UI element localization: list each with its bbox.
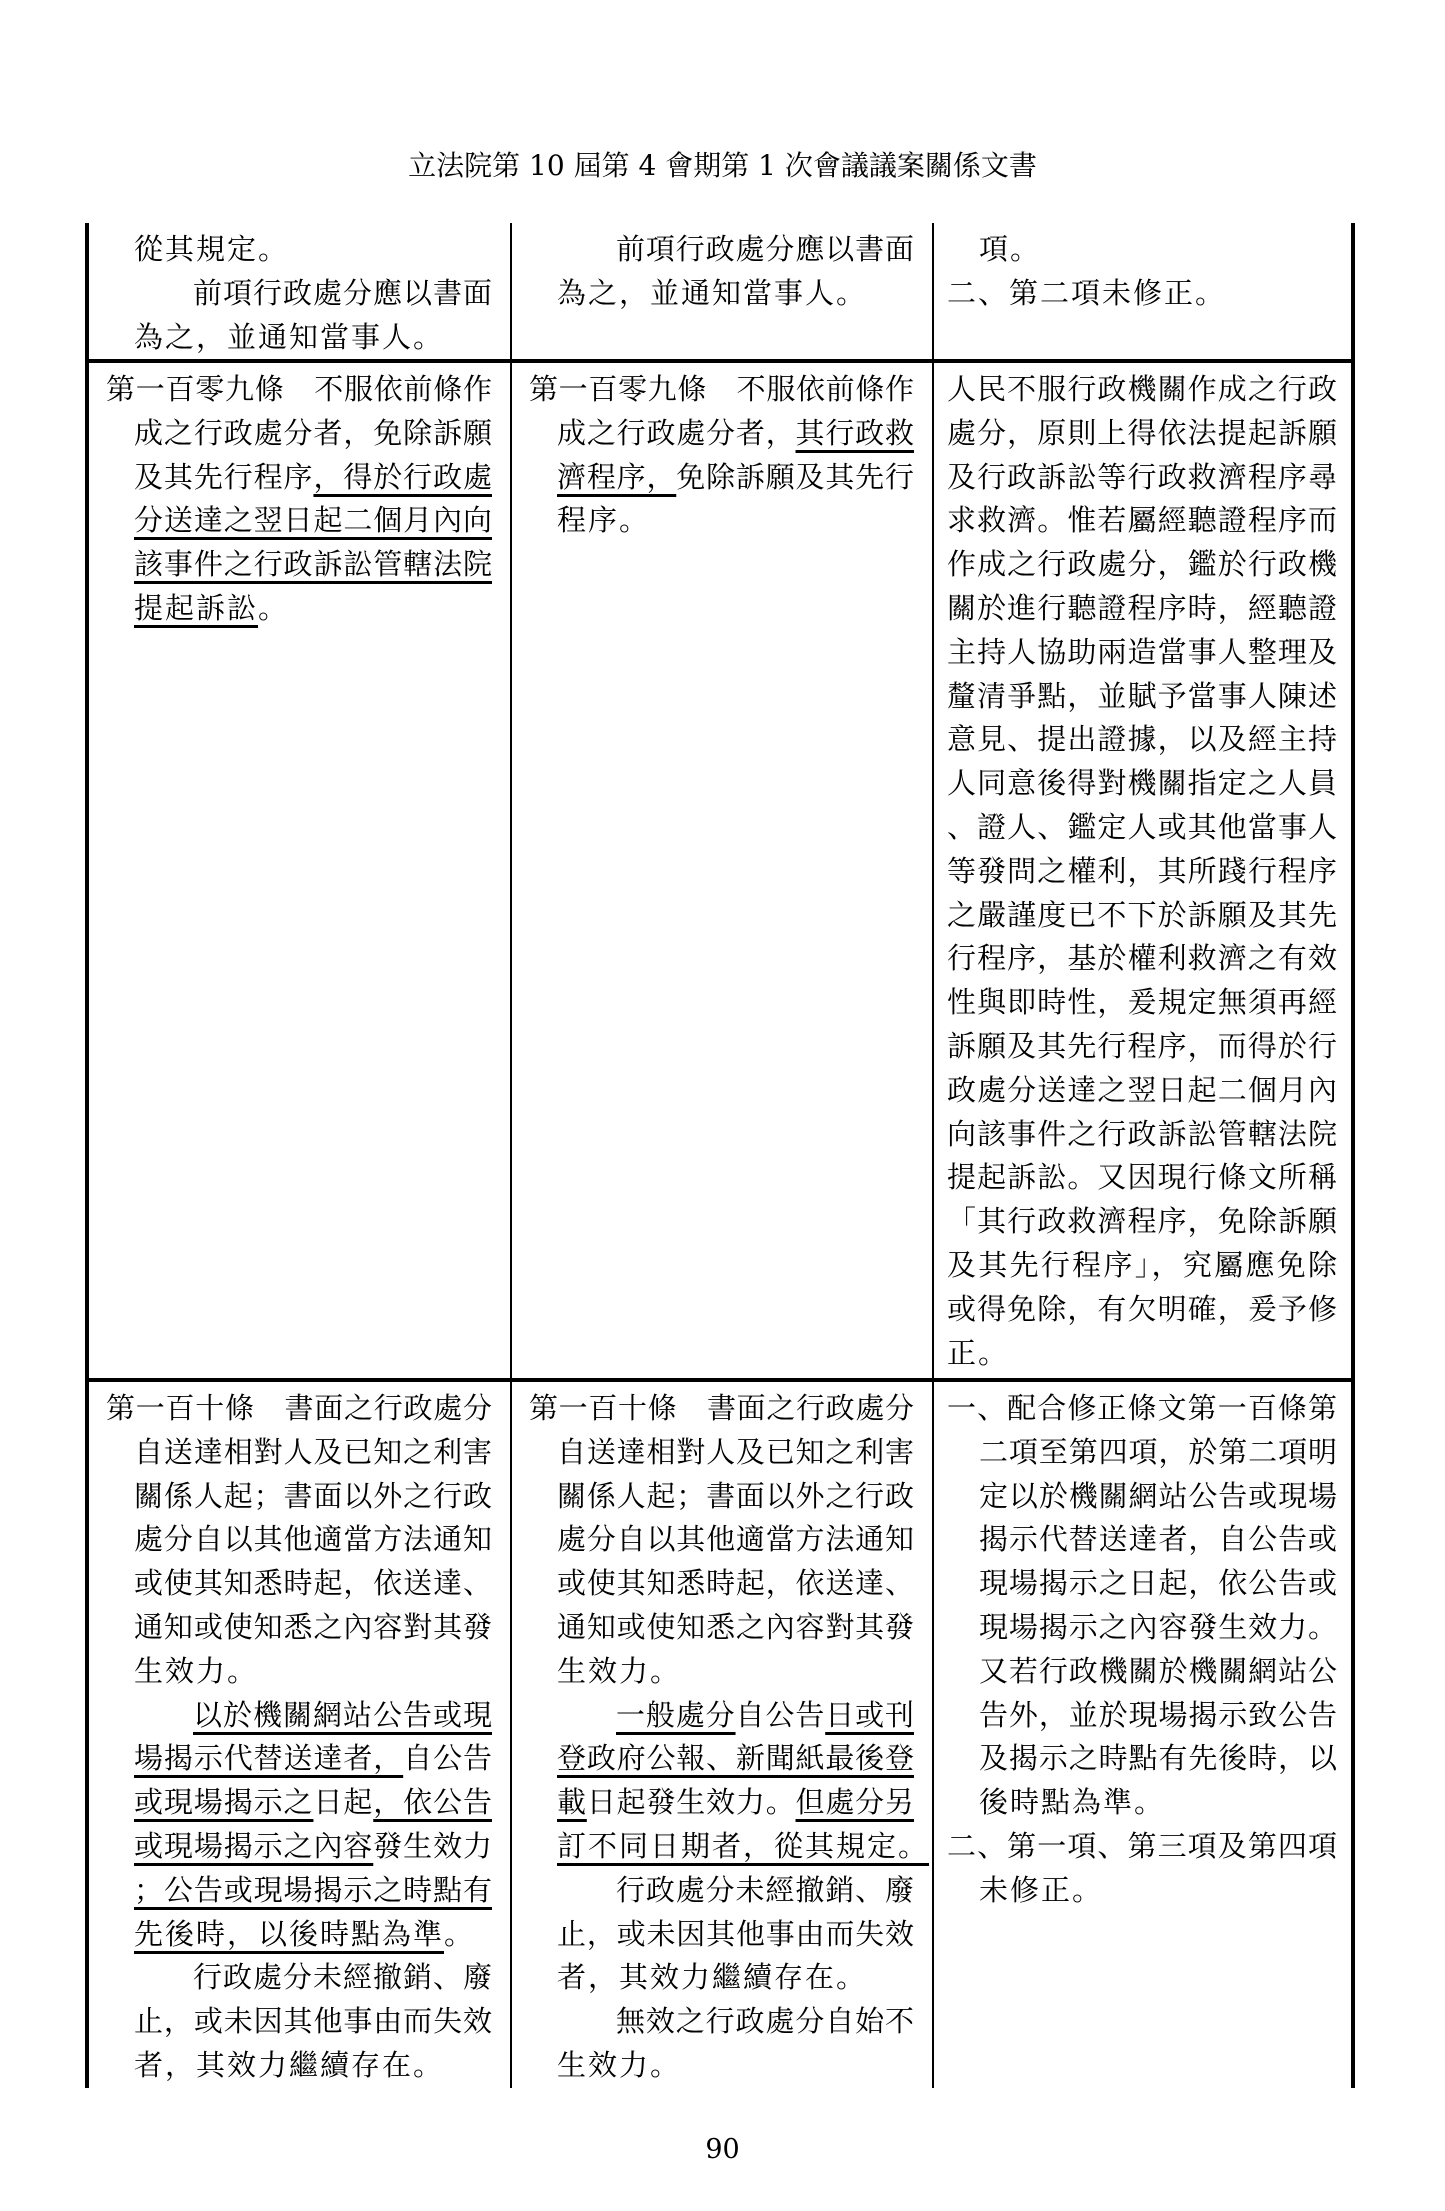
text-segment: 自送達相對人及已知之利害	[557, 1434, 914, 1469]
text-line	[947, 1606, 1337, 1650]
text-segment: 性與即時性，爰規定無須再經	[947, 985, 1337, 1020]
text-segment: 現場揭示之內容發生效力。	[979, 1609, 1337, 1644]
text-segment: 、證人、鑑定人或其他當事人	[947, 809, 1337, 844]
text-segment: 第一百十條 書面之行政處分	[106, 1391, 492, 1425]
text-line	[529, 272, 914, 316]
text-segment: 前項行政處分應以書面	[616, 232, 914, 266]
text-line	[947, 1694, 1337, 1738]
text-line	[106, 272, 492, 316]
text-line	[106, 1650, 492, 1694]
text-segment: 或得免除，有欠明確，爰予修	[947, 1291, 1337, 1326]
text-line	[947, 228, 1337, 272]
text-line	[947, 272, 1337, 316]
text-segment: 二、第一項、第三項及第四項	[947, 1828, 1337, 1863]
text-line	[106, 1781, 492, 1825]
text-segment: 揭示代替送達者，自公告或	[979, 1522, 1337, 1557]
amended-underlined-text: 分送達之翌日起二個月內向	[134, 503, 492, 538]
text-segment: 。	[444, 1916, 476, 1951]
text-segment: 政處分送達之翌日起二個月內	[947, 1072, 1337, 1107]
text-line	[529, 1869, 914, 1913]
text-line	[106, 1562, 492, 1606]
text-line	[947, 368, 1337, 412]
page-number: 90	[705, 2134, 740, 2165]
text-segment: 自送達相對人及已知之利害	[134, 1434, 492, 1469]
text-segment: 或使其知悉時起，依送達、	[134, 1566, 492, 1601]
text-segment: 處分自以其他適當方法通知	[557, 1522, 914, 1557]
text-line	[529, 1825, 930, 1869]
amended-underlined-text: ，依公告	[373, 1785, 492, 1820]
text-segment: 前項行政處分應以書面	[193, 275, 492, 310]
text-segment: 求救濟。惟若屬經聽證程序而	[947, 503, 1337, 538]
text-line	[947, 1244, 1337, 1288]
text-segment: 向該事件之行政訴訟管轄法院	[947, 1116, 1337, 1151]
text-line	[529, 2000, 914, 2044]
text-segment: 及其先行程序	[134, 459, 314, 494]
text-segment: 關係人起；書面以外之行政	[557, 1478, 914, 1513]
text-segment: 「其行政救濟程序，免除訴願	[947, 1204, 1337, 1239]
text-line	[529, 1694, 914, 1738]
text-segment: 通知或使知悉之內容對其發	[557, 1609, 914, 1644]
text-segment: 現場揭示之日起，依公告或	[979, 1566, 1337, 1601]
text-segment: 者，其效力繼續存在。	[134, 2047, 445, 2082]
text-line	[947, 631, 1337, 675]
text-line	[529, 1737, 914, 1781]
text-segment: 為之，並通知當事人。	[557, 275, 868, 310]
text-line	[529, 1475, 914, 1519]
document-header-title: 立法院第 10 屆第 4 會期第 1 次會議議案關係文書	[408, 149, 1037, 182]
text-segment: 告外，並於現場揭示致公告	[979, 1697, 1337, 1732]
text-segment: 釐清爭點，並賦予當事人陳述	[947, 678, 1337, 713]
text-segment: 自公告	[403, 1741, 492, 1776]
text-line	[947, 806, 1337, 850]
text-segment: 一、配合修正條文第一百條第	[947, 1391, 1337, 1425]
text-line	[106, 1475, 492, 1519]
text-line	[529, 499, 914, 543]
text-line	[529, 228, 914, 272]
text-line	[106, 1387, 492, 1431]
text-line	[529, 368, 914, 412]
text-segment: 成之行政處分者，	[557, 415, 796, 450]
text-line	[106, 412, 492, 456]
text-line	[947, 1825, 1337, 1869]
amended-underlined-text: 日或刊	[825, 1697, 914, 1732]
text-segment: 及其先行程序」，究屬應免除	[947, 1247, 1337, 1282]
text-line	[106, 1431, 492, 1475]
amended-underlined-text: 但處分另	[795, 1785, 914, 1820]
amended-underlined-text: 濟程序，	[557, 459, 677, 494]
text-line	[947, 543, 1337, 587]
text-segment: 第一百零九條 不服依前條作	[106, 372, 492, 406]
text-segment: 後時點為準。	[979, 1785, 1166, 1820]
amended-underlined-text: 以於機關網站公告或現	[193, 1697, 492, 1732]
text-line	[106, 499, 492, 543]
text-line	[947, 1332, 1337, 1376]
amended-underlined-text: 訂不同日期者，從其規定。	[557, 1828, 930, 1863]
text-segment: 又若行政機關於機關網站公	[979, 1653, 1337, 1688]
amended-underlined-text: 載	[557, 1785, 587, 1820]
text-line	[529, 1387, 914, 1431]
text-segment: 人民不服行政機關作成之行政	[947, 372, 1337, 406]
text-line	[529, 1650, 914, 1694]
cell-current-text	[512, 223, 932, 359]
amended-underlined-text: 或現場揭示之	[134, 1785, 314, 1820]
text-segment: 從其規定。	[134, 232, 290, 266]
cell-amended-text	[89, 223, 510, 359]
text-line	[947, 1518, 1337, 1562]
text-segment: 及行政訴訟等行政救濟程序尋	[947, 459, 1337, 494]
text-line	[947, 894, 1337, 938]
text-segment: 成之行政處分者，免除訴願	[134, 415, 492, 450]
text-line	[947, 1562, 1337, 1606]
text-line	[106, 1956, 492, 2000]
text-segment: 關係人起；書面以外之行政	[134, 1478, 492, 1513]
cell-explanation	[934, 223, 1355, 359]
text-line	[529, 412, 914, 456]
text-line	[947, 1387, 1337, 1431]
text-segment: 意見、提出證據，以及經主持	[947, 722, 1337, 757]
cell-amended-text	[89, 363, 510, 1378]
text-segment: 。	[258, 590, 290, 625]
text-segment: 第一百十條 書面之行政處分	[529, 1391, 914, 1425]
text-line	[947, 1737, 1337, 1781]
text-segment: 生效力。	[557, 2047, 682, 2082]
text-segment: 作成之行政處分，鑑於行政機	[947, 547, 1337, 582]
text-line	[106, 2000, 492, 2044]
text-segment: 二、第二項未修正。	[947, 275, 1227, 310]
text-segment: 行政處分未經撤銷、廢	[193, 1960, 492, 1995]
text-line	[106, 368, 492, 412]
text-line	[106, 1606, 492, 1650]
text-line	[947, 456, 1337, 500]
amended-underlined-text: 其行政救	[795, 415, 914, 450]
text-line	[947, 1025, 1337, 1069]
text-segment: 止，或未因其他事由而失效	[557, 1916, 914, 1951]
cell-amended-text	[89, 1382, 510, 2088]
text-segment: 未修正。	[979, 1872, 1104, 1907]
text-line	[947, 762, 1337, 806]
text-segment: 及揭示之時點有先後時，以	[979, 1741, 1337, 1776]
text-segment: 二項至第四項，於第二項明	[979, 1434, 1337, 1469]
text-segment: 為之，並通知當事人。	[134, 319, 445, 354]
text-line	[106, 587, 492, 631]
text-line	[529, 1781, 914, 1825]
text-segment: 行政處分未經撤銷、廢	[616, 1872, 914, 1907]
text-segment: 項。	[979, 232, 1042, 266]
text-line	[947, 1069, 1337, 1113]
text-segment: 提起訴訟。又因現行條文所稱	[947, 1160, 1337, 1195]
text-line	[106, 456, 492, 500]
text-segment: 第一百零九條 不服依前條作	[529, 372, 914, 406]
text-line	[947, 981, 1337, 1025]
text-segment: 者，其效力繼續存在。	[557, 1960, 868, 1995]
text-line	[947, 1475, 1337, 1519]
text-line	[529, 1956, 914, 2000]
comparison-table	[85, 223, 1355, 2088]
amended-underlined-text: 提起訴訟	[134, 590, 259, 625]
amended-underlined-text: ，得於行政處	[313, 459, 492, 494]
text-segment: 處分，原則上得依法提起訴願	[947, 415, 1337, 450]
text-segment: 關於進行聽證程序時，經聽證	[947, 590, 1337, 625]
amended-underlined-text: 或現場揭示之內容	[134, 1828, 374, 1863]
text-line	[529, 1562, 914, 1606]
text-line	[106, 1913, 492, 1957]
text-line	[947, 1156, 1337, 1200]
text-line	[529, 1913, 914, 1957]
text-line	[947, 412, 1337, 456]
text-segment: 止，或未因其他事由而失效	[134, 2004, 492, 2039]
text-segment: 發生效力	[373, 1828, 492, 1863]
amended-underlined-text: 登政府公報、新聞紙最後登	[557, 1741, 914, 1776]
text-segment: 自公告	[735, 1697, 826, 1732]
text-line	[106, 2044, 492, 2088]
text-line	[106, 1694, 492, 1738]
text-segment: 日起	[313, 1785, 374, 1820]
text-segment: 主持人協助兩造當事人整理及	[947, 634, 1337, 669]
text-line	[947, 499, 1337, 543]
text-segment: 或使其知悉時起，依送達、	[557, 1566, 914, 1601]
text-segment: 訴願及其先行程序，而得於行	[947, 1028, 1337, 1063]
text-line	[947, 675, 1337, 719]
text-line	[947, 587, 1337, 631]
cell-explanation	[934, 1382, 1355, 2088]
cell-current-text	[512, 1382, 932, 2088]
text-line	[947, 937, 1337, 981]
text-line	[947, 1869, 1337, 1913]
text-line	[106, 543, 492, 587]
text-line	[947, 850, 1337, 894]
text-line	[947, 718, 1337, 762]
text-line	[947, 1200, 1337, 1244]
text-segment: 處分自以其他適當方法通知	[134, 1522, 492, 1557]
cell-explanation	[934, 363, 1355, 1378]
text-segment: 日起發生效力。	[586, 1785, 796, 1820]
text-line	[529, 1606, 914, 1650]
text-line	[947, 1113, 1337, 1157]
amended-underlined-text: 該事件之行政訴訟管轄法院	[134, 547, 492, 582]
text-line	[106, 1518, 492, 1562]
text-segment: 程序。	[557, 503, 651, 538]
text-line	[529, 456, 914, 500]
cell-current-text	[512, 363, 932, 1378]
text-line	[106, 316, 492, 360]
text-segment: 生效力。	[134, 1653, 259, 1688]
amended-underlined-text: 先後時，以後時點為準	[134, 1916, 445, 1951]
text-segment: 無效之行政處分自始不	[616, 2004, 914, 2039]
text-line	[529, 1431, 914, 1475]
text-line	[947, 1288, 1337, 1332]
amended-underlined-text: 場揭示代替送達者，	[134, 1741, 404, 1776]
text-line	[106, 1737, 492, 1781]
text-line	[947, 1781, 1337, 1825]
text-line	[106, 1825, 492, 1869]
text-segment: 人同意後得對機關指定之人員	[947, 766, 1337, 801]
amended-underlined-text: 一般處分	[616, 1697, 736, 1732]
text-segment: 正。	[947, 1335, 1010, 1370]
text-line	[947, 1431, 1337, 1475]
text-segment: 生效力。	[557, 1653, 682, 1688]
text-segment: 定以於機關網站公告或現場	[979, 1478, 1337, 1513]
text-line	[529, 1518, 914, 1562]
text-line	[947, 1650, 1337, 1694]
text-segment: 等發問之權利，其所踐行程序	[947, 853, 1337, 888]
text-line	[529, 2044, 914, 2088]
text-line	[106, 228, 492, 272]
text-segment: 之嚴謹度已不下於訴願及其先	[947, 897, 1337, 932]
text-segment: 通知或使知悉之內容對其發	[134, 1609, 492, 1644]
text-line	[106, 1869, 492, 1913]
amended-underlined-text: ；公告或現場揭示之時點有	[134, 1872, 492, 1907]
text-segment: 免除訴願及其先行	[676, 459, 914, 494]
text-segment: 行程序，基於權利救濟之有效	[947, 941, 1337, 976]
